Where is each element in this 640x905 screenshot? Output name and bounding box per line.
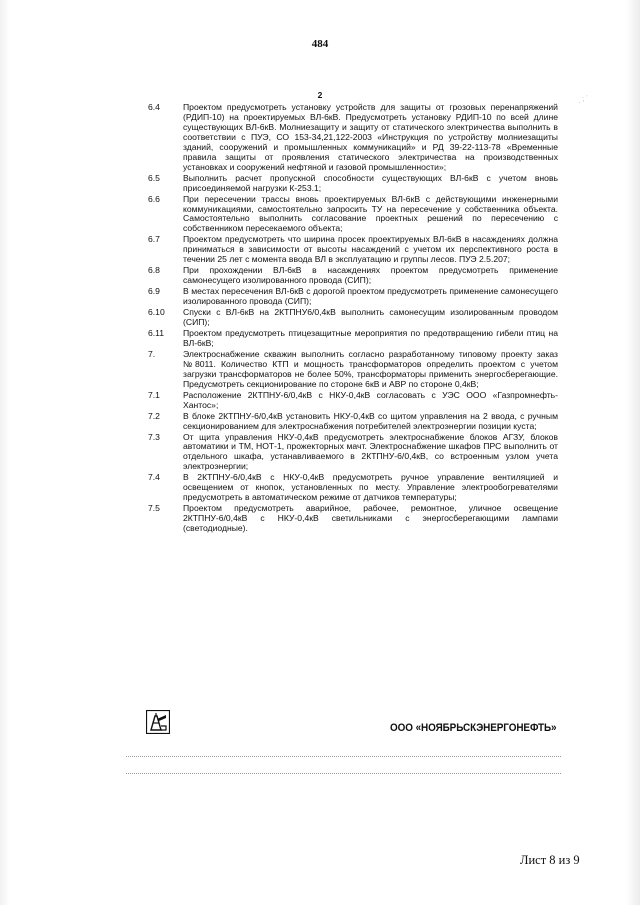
clause-number: 7.3 [148, 431, 160, 442]
clause-item [148, 308, 558, 328]
clause-number: 7.2 [148, 410, 160, 421]
clause-item [148, 391, 558, 411]
clause-number: 7. [148, 348, 156, 359]
clause-item [148, 504, 558, 534]
clause-item [148, 433, 558, 473]
clause-item [148, 412, 558, 432]
clause-text: В местах пересечения ВЛ-6кВ с дорогой проектом предусмотреть применение самонесущего изолированного провода (СИП); [183, 286, 558, 307]
clause-item [148, 266, 558, 286]
clauses-list [148, 103, 558, 535]
clause-text: Выполнить расчет пропускной способности существующих ВЛ-6кВ с учетом вновь присоединяемой нагрузки К-253.1; [183, 172, 558, 193]
divider-line [126, 773, 561, 774]
clause-item [148, 329, 558, 349]
clause-number: 6.7 [148, 234, 160, 245]
clause-item [148, 235, 558, 265]
clause-number: 7.4 [148, 472, 160, 483]
clause-number: 7.1 [148, 389, 160, 400]
clause-text: От щита управления НКУ-0,4кВ предусмотреть электроснабжение блоков АГЗУ, блоков автоматики и ТМ, НОТ-1, прожекторных мачт. Электроснабжение шкафов ПРС выполнить от отдельного шкафа, устанавливаемого в 2КТПНУ-6/0,4кВ, со встроенным узлом учета электроэнергии; [183, 431, 558, 472]
clause-number: 6.5 [148, 172, 160, 183]
clause-text: Расположение 2КТПНУ-6/0,4кВ с НКУ-0,4кВ согласовать с УЭС ООО «Газпромнефть-Хантос»; [183, 389, 558, 410]
inner-page-number: 2 [317, 90, 323, 100]
clause-number: 6.6 [148, 193, 160, 204]
clause-number: 6.10 [148, 307, 165, 318]
clause-text: В блоке 2КТПНУ-6/0,4кВ установить НКУ-0,4кВ со щитом управления на 2 ввода, с ручным секционированием для электроснабжения потребителей электроэнергии позиции куста; [183, 410, 558, 431]
clause-text: Проектом предусмотреть птицезащитные мероприятия по предотвращению гибели птиц на ВЛ-6кВ; [183, 327, 558, 348]
margin-mark: ˎ ; ˊ [577, 95, 589, 104]
clause-item [148, 350, 558, 390]
clause-text: При прохождении ВЛ-6кВ в насаждениях проектом предусмотреть применение самонесущего изолированного провода (СИП); [183, 265, 558, 286]
scan-right-shade [626, 0, 640, 905]
clause-number: 6.11 [148, 327, 165, 338]
clause-item [148, 195, 558, 235]
divider-line [126, 756, 561, 757]
clause-text: Электроснабжение скважин выполнить согласно разработанному типовому проекту заказ №8011. Количество КТП и мощность трансформаторов определить проектом с учетом загрузки трансформаторов не более 50%, трансформаторы применить энергосберегающие. Предусмотреть секционирование по стороне 6кВ и АВР по стороне 0,4кВ; [183, 348, 558, 389]
clause-number: 7.5 [148, 503, 160, 514]
company-name: ООО «НОЯБРЬСКЭНЕРГОНЕФТЬ» [390, 722, 557, 734]
scan-left-shade [0, 0, 10, 905]
page-number: 484 [311, 38, 329, 50]
clause-text: Проектом предусмотреть что ширина просек проектируемых ВЛ-6кВ в насаждениях должна приниматься в зависимости от высоты насаждений с учетом их перспективного роста в течении 25 лет с момента ввода ВЛ в эксплуатацию и группы лесов. ПУЭ 2.5.207; [183, 234, 558, 265]
clause-item [148, 103, 558, 173]
clause-number: 6.9 [148, 286, 160, 297]
sheet-label: Лист 8 из 9 [520, 853, 580, 867]
clause-text: Проектом предусмотреть аварийное, рабочее, ремонтное, уличное освещение 2КТПНУ-6/0,4кВ с НКУ-0,4кВ светильниками с энергосберегающими лампами (светодиодные). [183, 503, 558, 534]
clause-number: 6.4 [148, 102, 160, 112]
clause-text: Спуски с ВЛ-6кВ на 2КТПНУ6/0,4кВ выполнить самонесущим изолированным проводом (СИП); [183, 307, 558, 328]
oil-derrick-logo-icon [146, 710, 170, 734]
clause-item [148, 287, 558, 307]
clause-text: Проектом предусмотреть установку устройств для защиты от грозовых перенапряжений (РДИП-10) на проектируемых ВЛ-6кВ. Предусмотреть установку РДИП-10 по всей длине существующих ВЛ-6кВ. Молниезащиту и защиту от статического электричества выполнить в соответствии с ПУЭ, СО 153-34,21,122-2003 «Инструкция по устройству молниезащиты зданий, сооружений и промышленных коммуникаций» и РД 39-22-113-78 «Временные правила защиты от проявления статического электричества на производственных установках и сооружений нефтяной и газовой промышленности»; [183, 102, 558, 172]
clause-text: В 2КТПНУ-6/0,4кВ с НКУ-0,4кВ предусмотреть ручное управление вентиляцией и освещением от кнопок, установленных по месту. Управление электрообогревателями предусмотреть в автоматическом режиме от датчиков температуры; [183, 472, 558, 503]
clause-item [148, 473, 558, 503]
clause-item [148, 174, 558, 194]
clause-number: 6.8 [148, 265, 160, 276]
clause-text: При пересечении трассы вновь проектируемых ВЛ-6кВ с действующими инженерными коммуникациями, самостоятельно запросить ТУ на пересечение у собственника объекта. Самостоятельно выполнить согласование проектных решений по пересечению с собственником пересекаемого объекта; [183, 193, 558, 234]
